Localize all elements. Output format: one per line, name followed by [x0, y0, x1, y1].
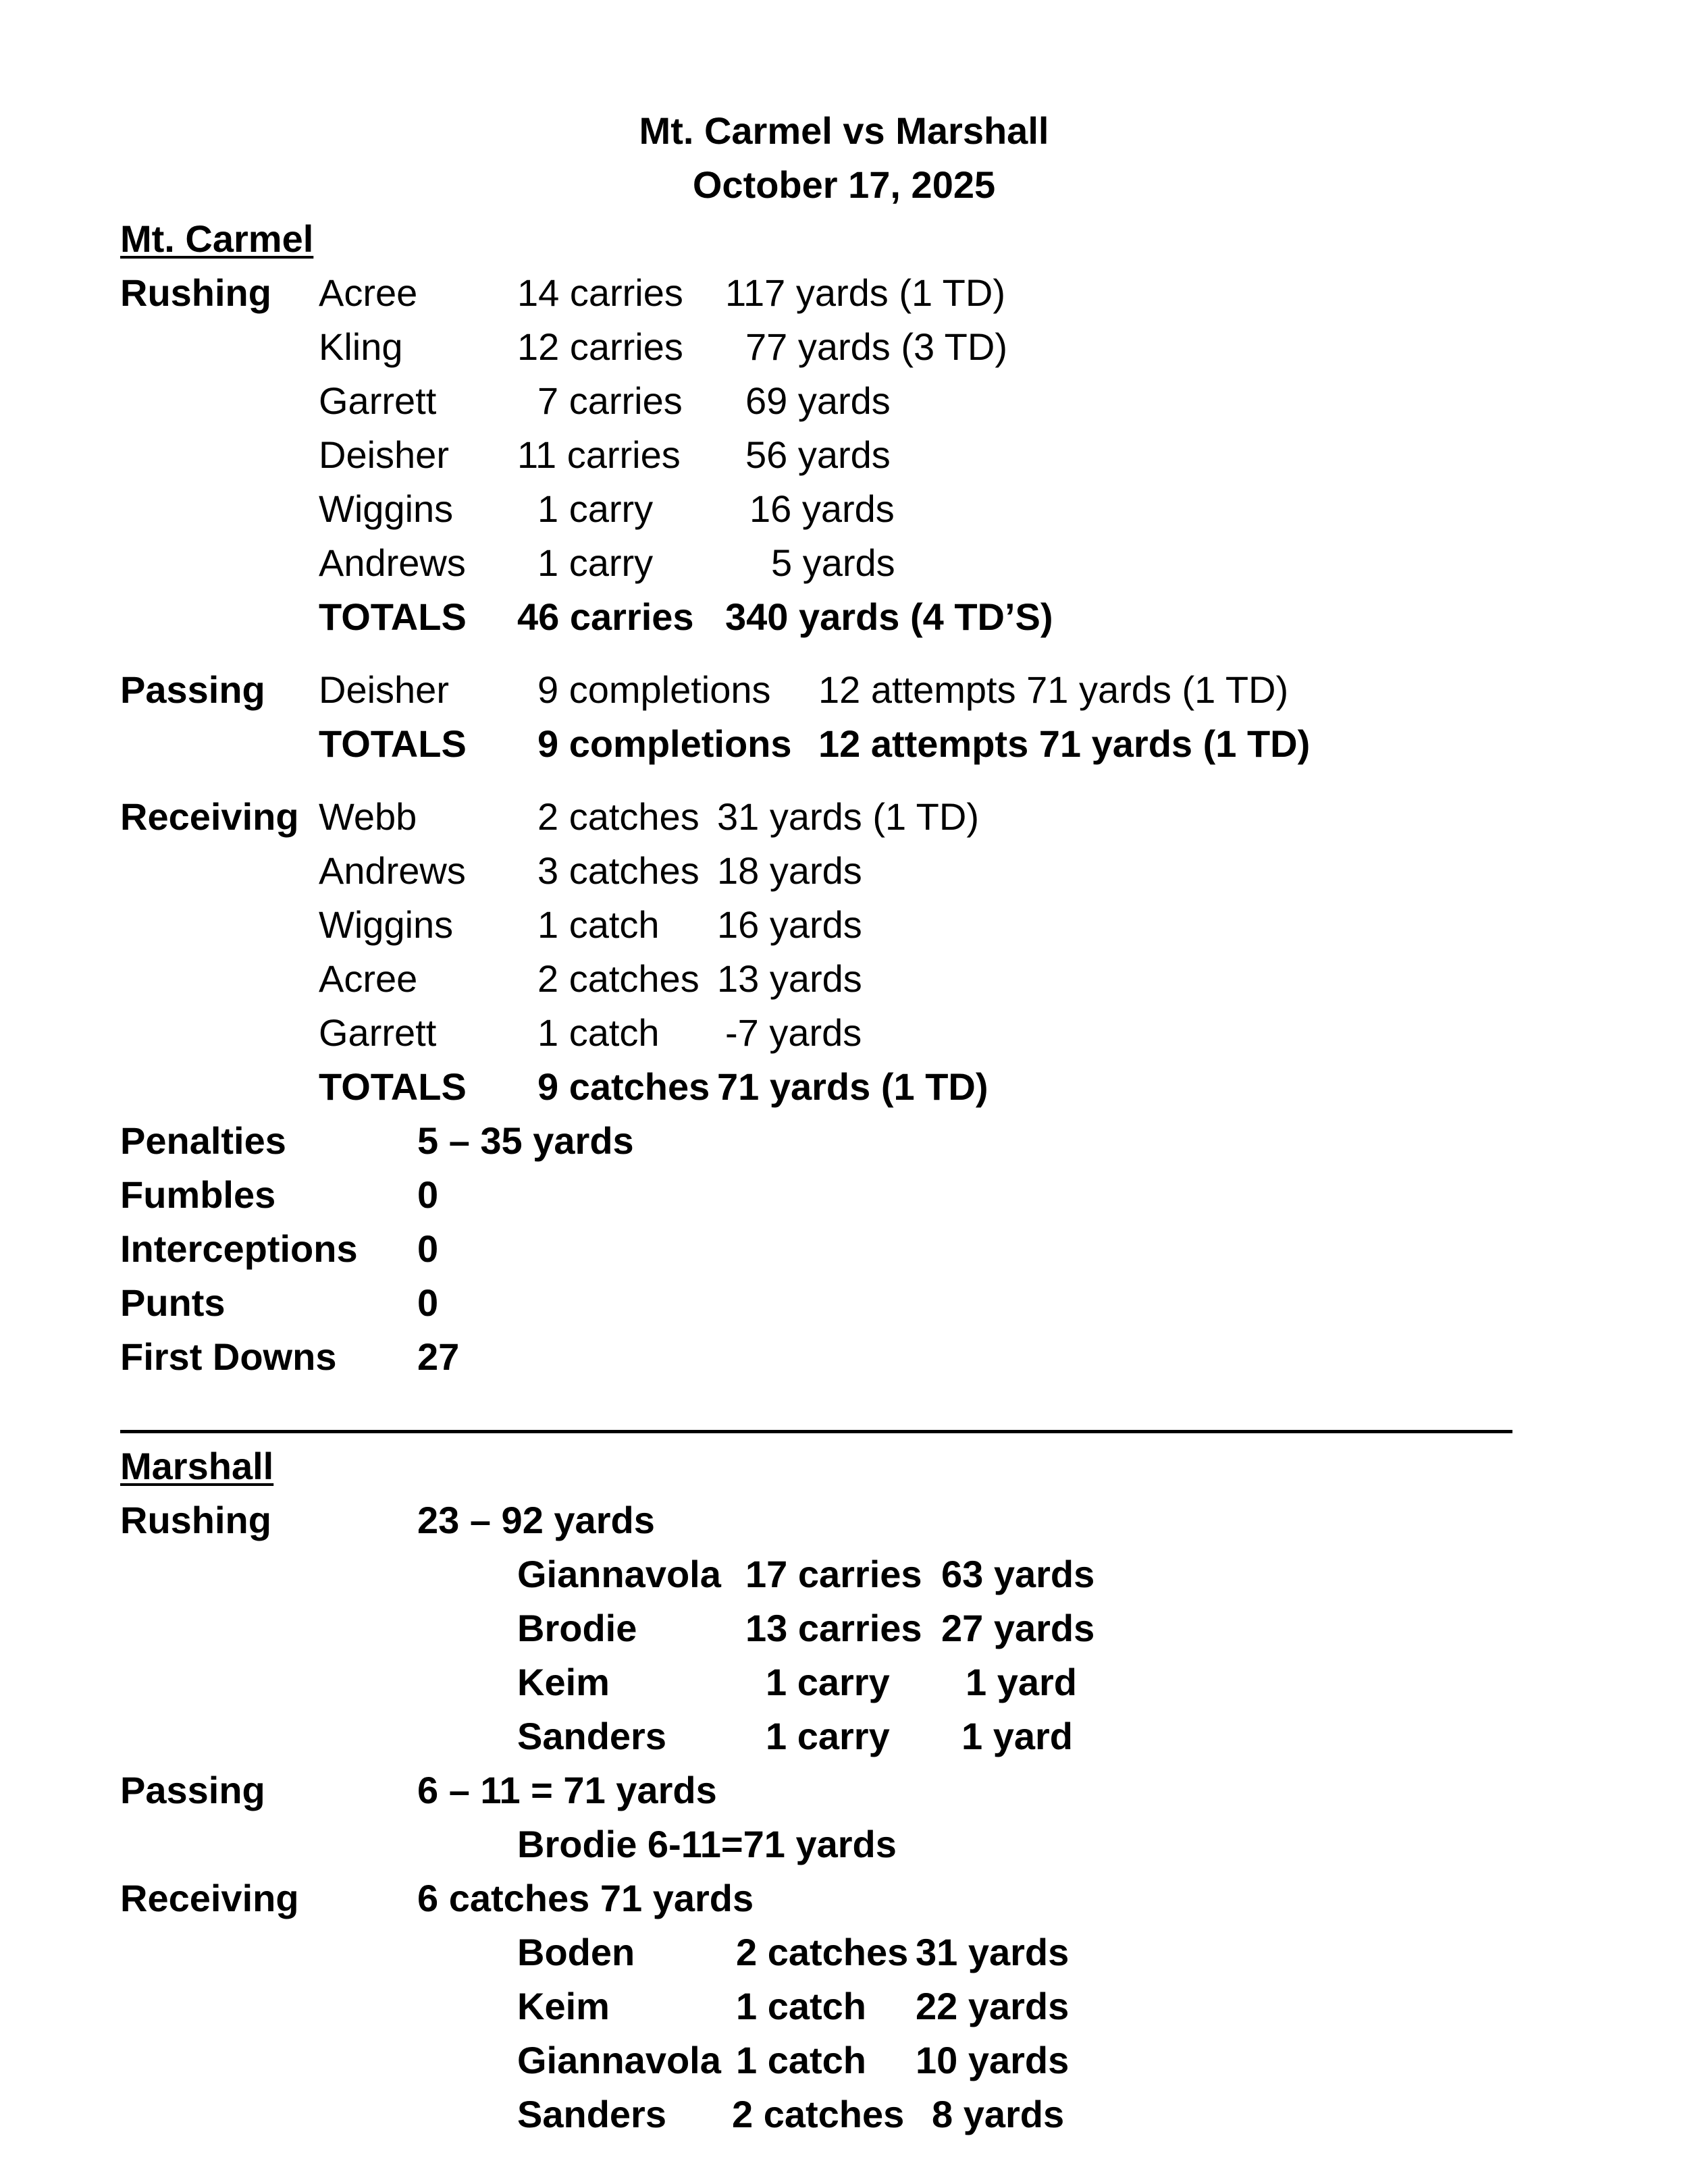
mc-rush-yards: 77 yards (3 TD) — [745, 325, 1007, 368]
mc-rush-totals-yards: 340 yards (4 TD’S) — [725, 595, 1053, 638]
mc-misc-label: Punts — [120, 1281, 226, 1324]
mc-rec-yards: 18 yards — [717, 849, 862, 892]
m-rec-yards: 22 yards — [916, 1985, 1070, 2027]
mc-rush-carries: 1 carry — [537, 541, 654, 584]
m-receiving-label: Receiving — [120, 1877, 299, 1919]
mc-misc-value: 0 — [417, 1281, 439, 1324]
mc-passing-label: Passing — [120, 668, 265, 711]
m-rush-yards: 27 yards — [941, 1607, 1095, 1649]
mc-rec-yards: 31 yards (1 TD) — [717, 795, 979, 838]
mc-rush-yards: 16 yards — [749, 487, 895, 530]
m-rec-catches: 1 catch — [736, 1985, 866, 2027]
m-passing-summary: 6 – 11 = 71 yards — [417, 1769, 717, 1811]
mc-rec-catches: 2 catches — [537, 795, 700, 838]
team-heading-marshall: Marshall — [120, 1445, 274, 1487]
mc-misc-label: Interceptions — [120, 1227, 358, 1270]
mc-rec-name: Acree — [319, 957, 418, 1000]
m-rec-name: Keim — [517, 1985, 610, 2027]
mc-rec-name: Wiggins — [319, 903, 454, 946]
mc-rush-yards: 117 yards (1 TD) — [725, 271, 1005, 314]
mc-rec-name: Webb — [319, 795, 417, 838]
mc-rush-carries: 7 carries — [537, 379, 683, 422]
m-receiving-summary: 6 catches 71 yards — [417, 1877, 754, 1919]
mc-rec-catches: 2 catches — [537, 957, 700, 1000]
mc-rush-totals-carries: 46 carries — [517, 595, 694, 638]
m-rec-yards: 8 yards — [932, 2093, 1065, 2135]
mc-rush-carries: 1 carry — [537, 487, 654, 530]
mc-misc-value: 27 — [417, 1335, 460, 1378]
mc-misc-label: Fumbles — [120, 1173, 276, 1216]
mc-rush-yards: 69 yards — [745, 379, 891, 422]
m-rec-yards: 31 yards — [916, 1931, 1070, 1973]
mc-misc-value: 0 — [417, 1173, 439, 1216]
m-rush-carries: 17 carries — [745, 1553, 922, 1595]
m-rec-name: Giannavola — [517, 2039, 721, 2081]
mc-rec-catches: 1 catch — [537, 1011, 660, 1054]
m-rush-carries: 1 carry — [766, 1661, 890, 1703]
mc-rush-name: Deisher — [319, 433, 449, 476]
m-rush-yards: 1 yard — [961, 1715, 1073, 1757]
mc-rec-name: Andrews — [319, 849, 466, 892]
mc-rush-carries: 12 carries — [517, 325, 683, 368]
mc-rec-name: Garrett — [319, 1011, 437, 1054]
mc-pass-name: Deisher — [319, 668, 449, 711]
mc-pass-totals-completions: 9 completions — [537, 722, 792, 765]
m-rushing-label: Rushing — [120, 1499, 271, 1541]
mc-pass-totals-rest: 12 attempts 71 yards (1 TD) — [818, 722, 1311, 765]
mc-pass-rest: 12 attempts 71 yards (1 TD) — [818, 668, 1289, 711]
m-rush-name: Giannavola — [517, 1553, 721, 1595]
mc-misc-value: 0 — [417, 1227, 439, 1270]
mc-rush-name: Andrews — [319, 541, 466, 584]
m-rush-carries: 1 carry — [766, 1715, 890, 1757]
mc-rec-totals-label: TOTALS — [319, 1065, 467, 1108]
mc-rushing-label: Rushing — [120, 271, 271, 314]
mc-misc-label: Penalties — [120, 1119, 286, 1162]
mc-rec-yards: -7 yards — [725, 1011, 862, 1054]
mc-receiving-label: Receiving — [120, 795, 299, 838]
m-rush-name: Sanders — [517, 1715, 666, 1757]
m-passing-detail: Brodie 6-11=71 yards — [517, 1823, 897, 1865]
m-rush-carries: 13 carries — [745, 1607, 922, 1649]
game-date: October 17, 2025 — [692, 163, 996, 206]
mc-rush-carries: 14 carries — [517, 271, 683, 314]
mc-rec-catches: 1 catch — [537, 903, 660, 946]
mc-rush-totals-label: TOTALS — [319, 595, 467, 638]
m-rec-name: Boden — [517, 1931, 635, 1973]
m-rush-yards: 1 yard — [966, 1661, 1077, 1703]
mc-rush-carries: 11 carries — [517, 433, 681, 476]
mc-rush-yards: 56 yards — [745, 433, 891, 476]
m-rush-name: Keim — [517, 1661, 610, 1703]
mc-rec-yards: 16 yards — [717, 903, 862, 946]
mc-rush-name: Garrett — [319, 379, 437, 422]
mc-rec-catches: 3 catches — [537, 849, 700, 892]
mc-misc-label: First Downs — [120, 1335, 337, 1378]
mc-pass-totals-label: TOTALS — [319, 722, 467, 765]
m-rushing-summary: 23 – 92 yards — [417, 1499, 655, 1541]
mc-rec-totals-catches: 9 catches — [537, 1065, 710, 1108]
mc-rec-yards: 13 yards — [717, 957, 862, 1000]
m-passing-label: Passing — [120, 1769, 265, 1811]
mc-misc-value: 5 – 35 yards — [417, 1119, 634, 1162]
mc-rush-name: Kling — [319, 325, 403, 368]
m-rec-catches: 1 catch — [736, 2039, 866, 2081]
mc-rec-totals-yards: 71 yards (1 TD) — [717, 1065, 988, 1108]
team-heading-mt-carmel: Mt. Carmel — [120, 217, 314, 260]
m-rush-yards: 63 yards — [941, 1553, 1095, 1595]
m-rush-name: Brodie — [517, 1607, 637, 1649]
section-divider — [120, 1430, 1512, 1433]
mc-rush-name: Acree — [319, 271, 418, 314]
page-title: Mt. Carmel vs Marshall — [639, 109, 1049, 152]
m-rec-yards: 10 yards — [916, 2039, 1070, 2081]
m-rec-name: Sanders — [517, 2093, 666, 2135]
mc-rush-name: Wiggins — [319, 487, 454, 530]
mc-pass-completions: 9 completions — [537, 668, 771, 711]
m-rec-catches: 2 catches — [732, 2093, 905, 2135]
mc-rush-yards: 5 yards — [771, 541, 895, 584]
m-rec-catches: 2 catches — [736, 1931, 909, 1973]
